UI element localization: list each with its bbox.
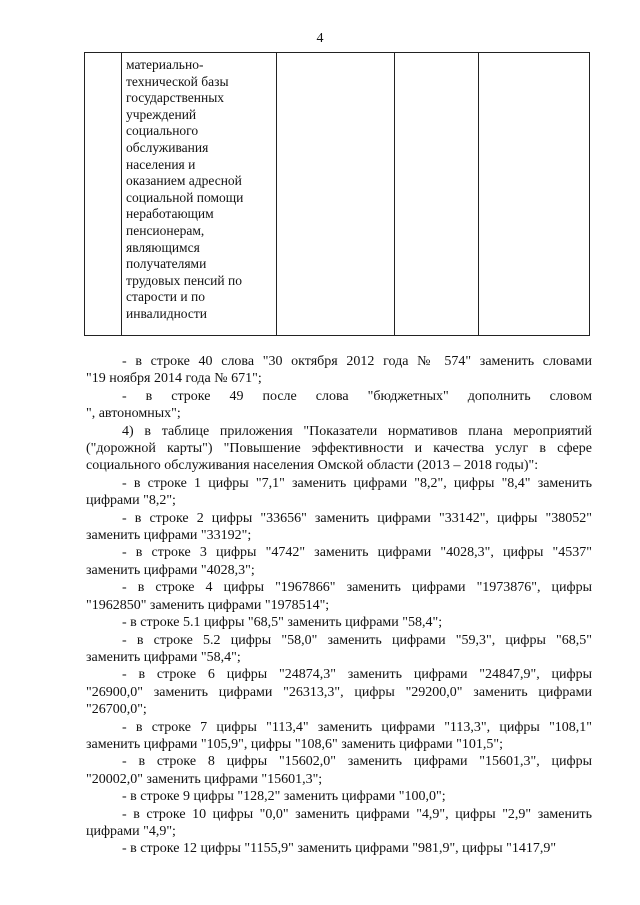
body-line: - в строке 2 цифры "33656" заменить цифрами "33142", цифры "38052" [122,510,592,526]
table-cell-text [122,53,276,323]
body-line: - в строке 8 цифры "15602,0" заменить цифрами "15601,3", цифры [122,754,592,770]
body-line: заменить цифрами "33192"; [86,528,252,544]
document-body [86,353,592,858]
table-cell-line: социального [126,123,199,139]
body-line: - в строке 4 цифры "1967866" заменить цифрами "1973876", цифры [122,580,592,596]
table-cell-line: обслуживания [126,139,209,155]
table-cell-line: трудовых пенсий по [126,272,242,288]
table-cell-line: неработающим [126,206,214,222]
table-row [85,53,590,336]
body-line: ", автономных"; [86,406,181,422]
table-cell-line: получателями [126,256,207,272]
table-cell-empty [395,53,479,336]
table-cell-description [122,53,277,336]
table-cell-line: старости и по [126,289,205,305]
body-line: заменить цифрами "4028,3"; [86,562,255,578]
body-line: - в строке 9 цифры "128,2" заменить цифрами "100,0"; [122,789,446,805]
table-cell-line: технической базы [126,73,229,89]
body-line: - в строке 12 цифры "1155,9" заменить цифрами "981,9", цифры "1417,9" [122,841,557,857]
body-line: социального обслуживания населения Омской области (2013 – 2018 годы)": [86,458,539,474]
body-line: 4) в таблице приложения "Показатели нормативов плана мероприятий [122,423,592,439]
table-cell-line: являющимся [126,239,200,255]
table-cell-line: пенсионерам, [126,222,205,238]
table-cell-empty [277,53,395,336]
table-cell-line: социальной помощи [126,189,244,205]
table-cell-line: государственных [126,90,225,106]
body-line: "19 ноября 2014 года № 671"; [86,371,262,387]
body-line: "1962850" заменить цифрами "1978514"; [86,597,330,613]
table-cell-empty [479,53,590,336]
body-line: - в строке 5.1 цифры "68,5" заменить цифрами "58,4"; [122,615,443,631]
body-line: ("дорожной карты") "Повышение эффективности и качества услуг в сфере [86,441,592,457]
body-line: - в строке 3 цифры "4742" заменить цифрами "4028,3", цифры "4537" [122,545,592,561]
table-cell-line: населения и [126,156,196,172]
body-line: "26900,0" заменить цифрами "26313,3", цифры "29200,0" заменить цифрами [86,684,592,700]
body-line: - в строке 5.2 цифры "58,0" заменить цифрами "59,3", цифры "68,5" [122,632,592,648]
body-line: - в строке 10 цифры "0,0" заменить цифрами "4,9", цифры "2,9" заменить [122,806,592,822]
body-line: цифрами "4,9"; [86,823,176,839]
body-line: - в строке 49 после слова "бюджетных" дополнить словом [122,388,592,404]
continuation-table [84,52,590,336]
table-cell-line: учреждений [126,106,197,122]
table-cell-number [85,53,122,336]
body-line: - в строке 40 слова "30 октября 2012 года № 574" заменить словами [122,354,592,369]
body-line: "26700,0"; [86,702,147,718]
body-line: - в строке 6 цифры "24874,3" заменить цифрами "24847,9", цифры [122,667,592,683]
body-line: "20002,0" заменить цифрами "15601,3"; [86,771,323,787]
body-line: - в строке 1 цифры "7,1" заменить цифрами "8,2", цифры "8,4" заменить [122,475,592,491]
page-number: 4 [316,31,324,46]
table-cell-line: материально- [126,57,204,72]
body-line: - в строке 7 цифры "113,4" заменить цифрами "113,3", цифры "108,1" [122,719,592,735]
body-line: заменить цифрами "58,4"; [86,649,241,665]
table-cell-line: оказанием адресной [126,173,242,189]
table-cell-line: инвалидности [126,305,208,321]
body-line: цифрами "8,2"; [86,493,176,509]
body-line: заменить цифрами "105,9", цифры "108,6" заменить цифрами "101,5"; [86,736,503,752]
